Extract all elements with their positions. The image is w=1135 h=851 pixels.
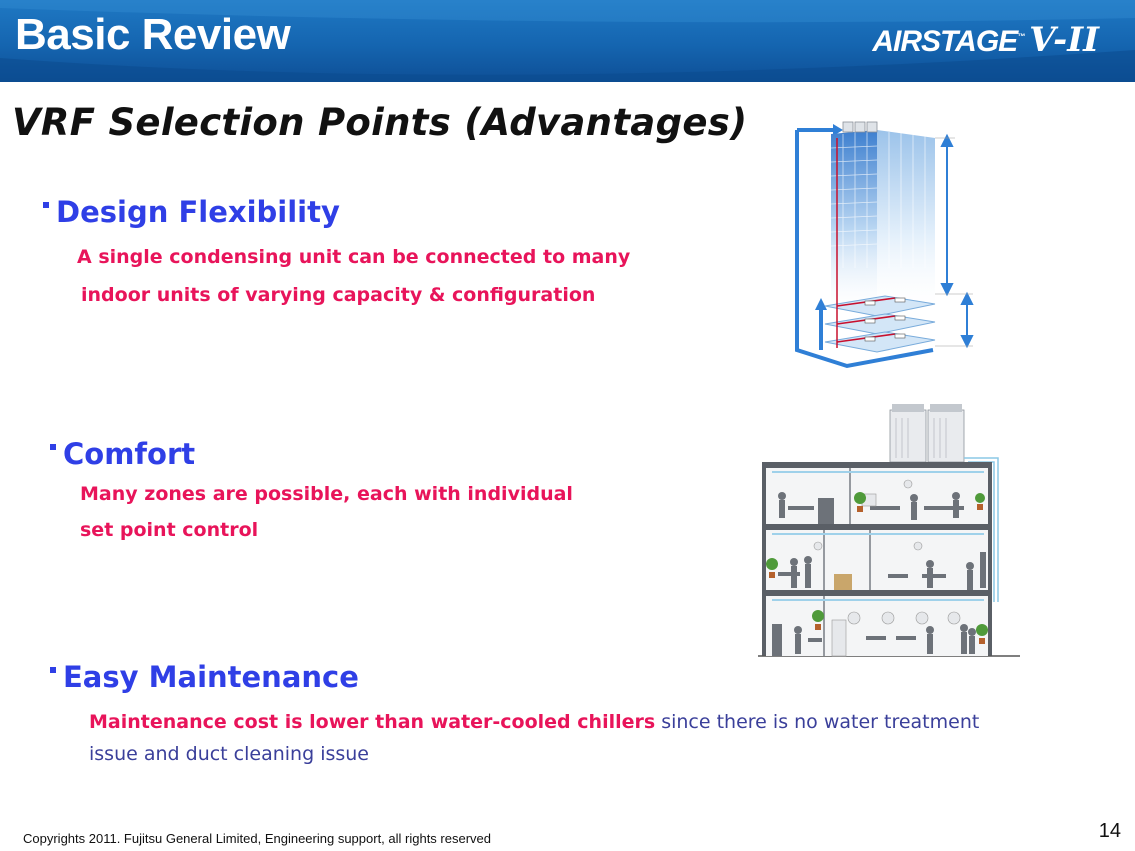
slide-subtitle: VRF Selection Points (Advantages): [12, 101, 748, 144]
office-zones-illustration: [758, 402, 1024, 660]
brand-version: V-II: [1029, 20, 1099, 60]
maintenance-line-1: [89, 711, 979, 733]
brand-trademark: ™: [1017, 32, 1026, 41]
comfort-line-1: Many zones are possible, each with individual: [80, 483, 573, 505]
bullet-square-icon: [43, 202, 49, 208]
comfort-line-2: set point control: [80, 519, 259, 541]
bullet-comfort: [50, 437, 195, 471]
bullet-heading: Comfort: [63, 437, 196, 471]
header-banner: [0, 0, 1135, 82]
page-number: 14: [1098, 820, 1121, 842]
bullet-easy-maintenance: [50, 660, 359, 694]
bullet-square-icon: [50, 667, 56, 673]
brand-logo: [872, 20, 1099, 60]
design-flexibility-line-1: A single condensing unit can be connected to many: [77, 246, 631, 268]
maintenance-line-2: issue and duct cleaning issue: [89, 743, 369, 765]
maintenance-rest: since there is no water treatment: [655, 711, 980, 733]
bullet-heading: Easy Maintenance: [63, 660, 359, 694]
bullet-design-flexibility: [43, 195, 340, 229]
brand-name: AIRSTAGE: [872, 25, 1018, 58]
copyright-footer: Copyrights 2011. Fujitsu General Limited, Engineering support, all rights reserved: [23, 831, 491, 846]
bullet-heading: Design Flexibility: [56, 195, 340, 229]
bullet-square-icon: [50, 444, 56, 450]
page-title: Basic Review: [15, 10, 291, 59]
building-piping-illustration: [785, 118, 985, 376]
design-flexibility-line-2: indoor units of varying capacity & configuration: [81, 284, 596, 306]
maintenance-highlight: Maintenance cost is lower than water-cooled chillers: [89, 711, 656, 733]
